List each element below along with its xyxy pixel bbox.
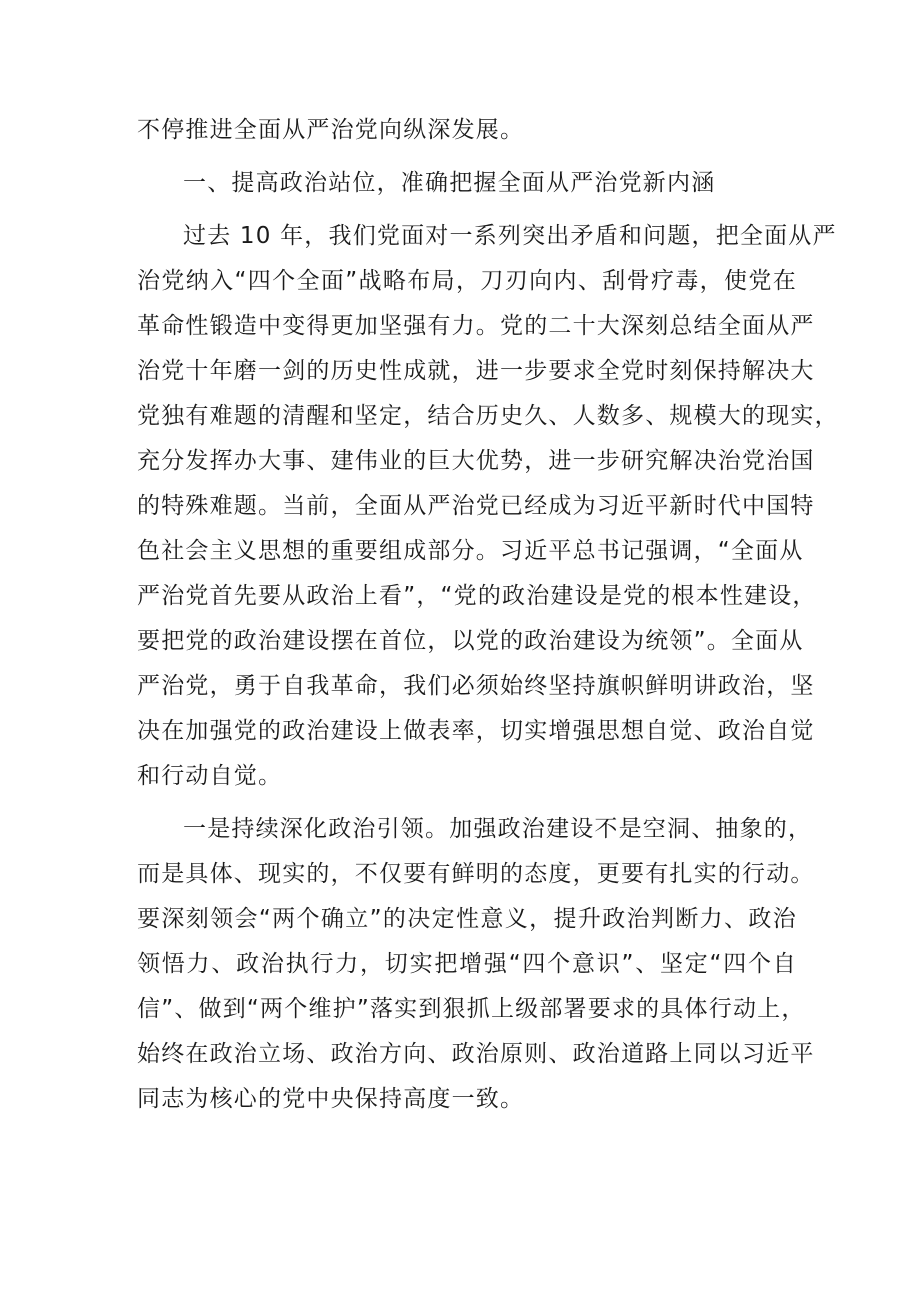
- paragraph-line: 要深刻领会“两个确立”的决定性意义，提升政治判断力、政治: [137, 906, 797, 932]
- paragraph-line: 一是持续深化政治引领。加强政治建设不是空洞、抽象的，: [183, 816, 813, 842]
- paragraph-line: 过去 10 年，我们党面对一系列突出矛盾和问题，把全面从严: [183, 223, 837, 249]
- paragraph-line: 严治党，勇于自我革命，我们必须始终坚持旗帜鲜明讲政治，坚: [137, 673, 815, 699]
- paragraph-line: 领悟力、政治执行力，切实把增强“四个意识”、坚定“四个自: [137, 951, 797, 977]
- paragraph-line: 的特殊难题。当前，全面从严治党已经成为习近平新时代中国特: [137, 493, 815, 519]
- paragraph-line: 而是具体、现实的，不仅要有鲜明的态度，更要有扎实的行动。: [137, 861, 815, 887]
- paragraph-line: 色社会主义思想的重要组成部分。习近平总书记强调，“全面从: [137, 538, 804, 564]
- section-heading: 一、提高政治站位，准确把握全面从严治党新内涵: [183, 170, 716, 196]
- paragraph-line: 充分发挥办大事、建伟业的巨大优势，进一步研究解决治党治国: [137, 448, 815, 474]
- paragraph-line: 严治党首先要从政治上看”，“党的政治建设是党的根本性建设，: [137, 583, 817, 609]
- paragraph-line: 和行动自觉。: [137, 763, 283, 789]
- paragraph-line: 治党十年磨一剑的历史性成就，进一步要求全党时刻保持解决大: [137, 358, 815, 384]
- paragraph-line: 要把党的政治建设摆在首位，以党的政治建设为统领”。全面从: [137, 628, 804, 654]
- paragraph-line: 始终在政治立场、政治方向、政治原则、政治道路上同以习近平: [137, 1041, 815, 1067]
- paragraph-line: 信”、做到“两个维护”落实到狠抓上级部署要求的具体行动上，: [137, 996, 806, 1022]
- paragraph-line: 党独有难题的清醒和坚定，结合历史久、人数多、规模大的现实，: [137, 403, 839, 429]
- paragraph-line: 决在加强党的政治建设上做表率，切实增强思想自觉、政治自觉: [137, 718, 815, 744]
- paragraph-line: 治党纳入“四个全面”战略布局，刀刃向内、刮骨疗毒，使党在: [137, 268, 797, 294]
- paragraph-line: 同志为核心的党中央保持高度一致。: [137, 1086, 525, 1112]
- paragraph-line: 不停推进全面从严治党向纵深发展。: [137, 117, 525, 143]
- paragraph-line: 革命性锻造中变得更加坚强有力。党的二十大深刻总结全面从严: [137, 313, 815, 339]
